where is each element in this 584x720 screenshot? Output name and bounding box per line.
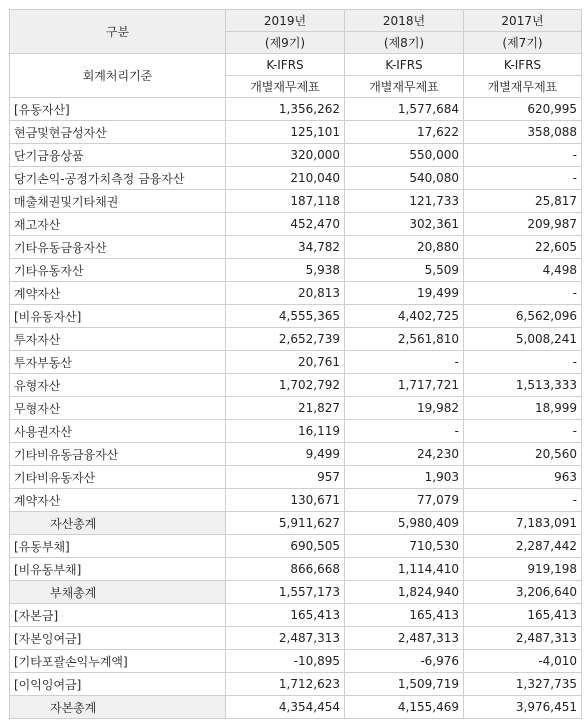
row-label: 무형자산 [10,397,226,420]
row-label: 투자부동산 [10,351,226,374]
value-2017: 18,999 [464,397,582,420]
value-2017: 20,560 [464,443,582,466]
value-2017: 209,987 [464,213,582,236]
value-2019: 5,938 [226,259,345,282]
row-label: 기타비유동자산 [10,466,226,489]
table-row [10,259,582,282]
value-2018: 1,577,684 [345,98,464,121]
header-year-2017: 2017년 [464,10,582,32]
value-2018: - [345,420,464,443]
value-2019: 1,557,173 [226,581,345,604]
table-row [10,144,582,167]
value-2018: 710,530 [345,535,464,558]
value-2018: 1,903 [345,466,464,489]
row-label: [유동자산] [10,98,226,121]
value-2018: -6,976 [345,650,464,673]
value-2017: 25,817 [464,190,582,213]
value-2017: - [464,420,582,443]
value-2018: 19,499 [345,282,464,305]
value-2019: 1,356,262 [226,98,345,121]
financial-statement-table [9,9,582,719]
value-2017: - [464,144,582,167]
row-label: 재고자산 [10,213,226,236]
row-label: [자본금] [10,604,226,627]
row-label: [이익잉여금] [10,673,226,696]
value-2017: 358,088 [464,121,582,144]
value-2017: 165,413 [464,604,582,627]
table-row [10,443,582,466]
row-label: 부채총계 [10,581,226,604]
value-2019: 1,702,792 [226,374,345,397]
table-row [10,558,582,581]
table-row [10,397,582,420]
value-2019: 690,505 [226,535,345,558]
row-label: 단기금융상품 [10,144,226,167]
row-label: [자본잉여금] [10,627,226,650]
header-period-2018: (제8기) [345,32,464,54]
row-label: 기타유동자산 [10,259,226,282]
row-label: [비유동부채] [10,558,226,581]
value-2017: 5,008,241 [464,328,582,351]
value-2019: 125,101 [226,121,345,144]
value-2018: 1,824,940 [345,581,464,604]
header-statement-2018: 개별재무제표 [345,76,464,98]
table-row [10,121,582,144]
table-row-total [10,581,582,604]
value-2018: 540,080 [345,167,464,190]
value-2018: 2,561,810 [345,328,464,351]
value-2018: 1,717,721 [345,374,464,397]
value-2017: 2,487,313 [464,627,582,650]
header-statement-2017: 개별재무제표 [464,76,582,98]
value-2017: 1,513,333 [464,374,582,397]
value-2019: 34,782 [226,236,345,259]
value-2019: 20,761 [226,351,345,374]
value-2017: -4,010 [464,650,582,673]
value-2018: 165,413 [345,604,464,627]
value-2018: 20,880 [345,236,464,259]
table-row [10,420,582,443]
row-label: 투자자산 [10,328,226,351]
header-period-2017: (제7기) [464,32,582,54]
value-2018: 2,487,313 [345,627,464,650]
value-2019: 21,827 [226,397,345,420]
row-label: 자산총계 [10,512,226,535]
value-2018: 17,622 [345,121,464,144]
value-2018: 19,982 [345,397,464,420]
value-2018: - [345,351,464,374]
value-2019: -10,895 [226,650,345,673]
value-2018: 1,114,410 [345,558,464,581]
table-row [10,213,582,236]
value-2019: 16,119 [226,420,345,443]
value-2018: 550,000 [345,144,464,167]
header-standard-2017: K-IFRS [464,54,582,76]
value-2017: 3,206,640 [464,581,582,604]
value-2018: 1,509,719 [345,673,464,696]
header-standard-2019: K-IFRS [226,54,345,76]
value-2019: 4,555,365 [226,305,345,328]
value-2017: - [464,351,582,374]
table-row [10,374,582,397]
header-accounting-standard: 회계처리기준 [10,54,226,98]
header-year-2019: 2019년 [226,10,345,32]
value-2017: 3,976,451 [464,696,582,719]
value-2017: 2,287,442 [464,535,582,558]
value-2019: 957 [226,466,345,489]
value-2019: 320,000 [226,144,345,167]
value-2017: - [464,167,582,190]
value-2019: 2,652,739 [226,328,345,351]
row-label: 계약자산 [10,489,226,512]
table-row-total [10,696,582,719]
value-2017: 620,995 [464,98,582,121]
table-row [10,282,582,305]
row-label: 기타유동금융자산 [10,236,226,259]
value-2018: 5,980,409 [345,512,464,535]
value-2019: 4,354,454 [226,696,345,719]
table-row [10,489,582,512]
value-2019: 187,118 [226,190,345,213]
value-2018: 5,509 [345,259,464,282]
value-2019: 1,712,623 [226,673,345,696]
table-row [10,466,582,489]
table-row [10,535,582,558]
value-2018: 4,155,469 [345,696,464,719]
table-row [10,305,582,328]
value-2017: - [464,282,582,305]
row-label: 사용권자산 [10,420,226,443]
value-2019: 210,040 [226,167,345,190]
value-2017: 22,605 [464,236,582,259]
value-2017: - [464,489,582,512]
header-row-year [10,10,582,32]
header-standard-2018: K-IFRS [345,54,464,76]
row-label: [비유동자산] [10,305,226,328]
table-row [10,627,582,650]
table-row [10,190,582,213]
row-label: [기타포괄손익누계액] [10,650,226,673]
table-row [10,236,582,259]
header-statement-2019: 개별재무제표 [226,76,345,98]
table-row [10,604,582,627]
table-row [10,167,582,190]
financial-table-container [9,9,581,719]
row-label: 기타비유동금융자산 [10,443,226,466]
table-row [10,351,582,374]
value-2019: 2,487,313 [226,627,345,650]
table-row [10,650,582,673]
value-2018: 77,079 [345,489,464,512]
value-2019: 9,499 [226,443,345,466]
value-2017: 6,562,096 [464,305,582,328]
row-label: 당기손익-공정가치측정 금융자산 [10,167,226,190]
table-row [10,98,582,121]
value-2019: 452,470 [226,213,345,236]
header-year-2018: 2018년 [345,10,464,32]
header-category: 구분 [10,10,226,54]
table-row [10,673,582,696]
value-2018: 121,733 [345,190,464,213]
row-label: 현금및현금성자산 [10,121,226,144]
value-2018: 4,402,725 [345,305,464,328]
value-2018: 24,230 [345,443,464,466]
value-2017: 1,327,735 [464,673,582,696]
value-2019: 5,911,627 [226,512,345,535]
value-2019: 20,813 [226,282,345,305]
value-2017: 4,498 [464,259,582,282]
row-label: [유동부채] [10,535,226,558]
value-2019: 165,413 [226,604,345,627]
value-2019: 130,671 [226,489,345,512]
value-2017: 919,198 [464,558,582,581]
header-period-2019: (제9기) [226,32,345,54]
row-label: 유형자산 [10,374,226,397]
header-row-standard [10,54,582,76]
table-row [10,328,582,351]
row-label: 자본총계 [10,696,226,719]
row-label: 계약자산 [10,282,226,305]
value-2018: 302,361 [345,213,464,236]
value-2017: 963 [464,466,582,489]
value-2019: 866,668 [226,558,345,581]
value-2017: 7,183,091 [464,512,582,535]
row-label: 매출채권및기타채권 [10,190,226,213]
table-row-total [10,512,582,535]
